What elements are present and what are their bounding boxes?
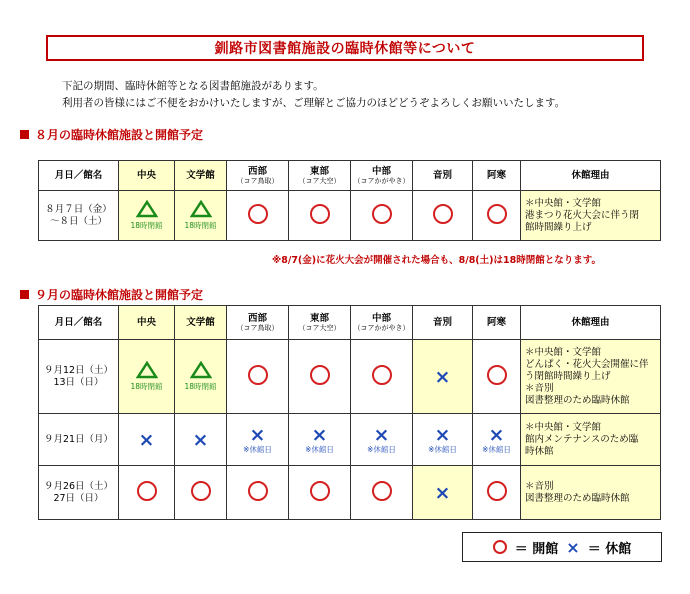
reason-cell <box>521 191 661 241</box>
column-header-sublabel: （コア鳥取） <box>236 176 279 185</box>
open-circle-icon <box>191 481 211 501</box>
column-header <box>413 161 473 191</box>
column-header <box>351 306 413 340</box>
status-cell <box>227 340 289 414</box>
column-header-sublabel: （コア大空） <box>298 323 341 332</box>
column-header <box>473 161 521 191</box>
column-header-label: 中央 <box>136 317 156 328</box>
status-cell <box>119 414 175 466</box>
closed-cross-icon: × <box>566 537 580 557</box>
open-circle-icon <box>487 204 507 224</box>
reason-line: ＊中央館・文学館 <box>525 421 602 433</box>
status-note: ※休館日 <box>367 444 396 454</box>
column-header-label: 東部 <box>309 165 329 177</box>
status-cell <box>175 414 227 466</box>
reason-cell <box>521 340 661 414</box>
closed-cross-icon: × <box>373 423 390 446</box>
column-header-label: 月日／館名 <box>54 170 103 181</box>
status-note: ※休館日 <box>305 444 334 454</box>
status-cell <box>351 414 413 466</box>
august-table <box>38 160 661 241</box>
reason-line: 図書整理のため臨時休館 <box>525 492 630 504</box>
status-cell <box>119 191 175 241</box>
reason-line: ＊中央館・文学館 <box>525 197 602 209</box>
date-cell <box>39 466 119 520</box>
table-row <box>39 466 661 520</box>
column-header-label: 東部 <box>309 312 329 324</box>
closed-cross-icon: × <box>434 423 451 446</box>
column-header <box>521 306 661 340</box>
column-header-sublabel: （コア大空） <box>298 176 341 185</box>
status-cell <box>175 340 227 414</box>
column-header <box>227 306 289 340</box>
closed-cross-icon: × <box>434 365 451 388</box>
open-circle-icon <box>493 540 507 554</box>
status-cell <box>351 466 413 520</box>
column-header <box>413 306 473 340</box>
open-circle-icon <box>248 365 268 385</box>
open-circle-icon <box>433 204 453 224</box>
date-cell <box>39 191 119 241</box>
closed-cross-icon: × <box>138 428 155 451</box>
reason-line: 館内メンテナンスのため臨 <box>525 433 639 445</box>
column-header <box>351 161 413 191</box>
status-cell <box>175 191 227 241</box>
status-note: 18時閉館 <box>130 382 163 391</box>
reason-line: どんぱく・花火大会開催に伴 <box>525 358 649 370</box>
open-circle-icon <box>248 481 268 501</box>
status-cell <box>227 414 289 466</box>
column-header-label: 月日／館名 <box>54 317 103 328</box>
column-header-label: 休館理由 <box>571 170 610 181</box>
date-line: ８月７日（金） <box>45 203 112 215</box>
status-cell <box>227 191 289 241</box>
column-header <box>119 161 175 191</box>
triangle-icon <box>190 361 212 379</box>
status-cell <box>289 191 351 241</box>
open-circle-icon <box>310 365 330 385</box>
status-cell <box>289 414 351 466</box>
august-heading <box>20 126 203 143</box>
closed-cross-icon: × <box>488 423 505 446</box>
reason-line: 時休館 <box>525 445 554 457</box>
column-header <box>119 306 175 340</box>
column-header-label: 阿寒 <box>486 170 506 181</box>
open-circle-icon <box>372 204 392 224</box>
intro-line-1: 下記の期間、臨時休館等となる図書館施設があります。 <box>62 80 324 92</box>
status-cell <box>413 191 473 241</box>
bullet-square-icon <box>20 290 29 299</box>
column-header-label: 音別 <box>432 317 452 328</box>
status-cell <box>413 414 473 466</box>
reason-cell <box>521 466 661 520</box>
table-row <box>39 191 661 241</box>
date-cell <box>39 414 119 466</box>
date-line: ９月12日（土） <box>43 364 114 376</box>
column-header <box>175 161 227 191</box>
date-cell <box>39 340 119 414</box>
table-row <box>39 340 661 414</box>
column-header <box>39 161 119 191</box>
reason-line: ＊中央館・文学館 <box>525 346 602 358</box>
status-cell <box>473 414 521 466</box>
reason-line: 図書整理のため臨時休館 <box>525 394 630 406</box>
column-header-label: 休館理由 <box>571 317 610 328</box>
closed-cross-icon: × <box>311 423 328 446</box>
date-line: ９月26日（土） <box>43 480 114 492</box>
legend-closed-label: ＝ 休館 <box>587 541 632 557</box>
column-header <box>521 161 661 191</box>
closed-cross-icon: × <box>434 481 451 504</box>
open-circle-icon <box>487 365 507 385</box>
august-footnote: ※8/7(金)に花火大会が開催された場合も、8/8(土)は18時閉館となります。 <box>272 255 601 266</box>
column-header <box>227 161 289 191</box>
status-cell <box>175 466 227 520</box>
column-header <box>175 306 227 340</box>
column-header <box>473 306 521 340</box>
september-heading <box>20 286 203 303</box>
column-header-label: 中部 <box>371 312 391 324</box>
table-row <box>39 414 661 466</box>
open-circle-icon <box>137 481 157 501</box>
column-header-sublabel: （コア鳥取） <box>236 323 279 332</box>
status-cell <box>413 340 473 414</box>
legend-open-label: ＝ 開館 <box>514 541 559 557</box>
column-header-label: 西部 <box>247 165 267 177</box>
open-circle-icon <box>310 204 330 224</box>
closed-cross-icon: × <box>249 423 266 446</box>
august-heading-text: ８月の臨時休館施設と開館予定 <box>35 128 204 142</box>
date-line: ９月21日（月） <box>43 433 114 445</box>
status-cell <box>119 466 175 520</box>
status-note: 18時閉館 <box>130 221 163 230</box>
status-note: ※休館日 <box>482 444 511 454</box>
reason-line: 港まつり花火大会に伴う閉 <box>525 209 640 221</box>
column-header-label: 文学館 <box>186 317 215 328</box>
status-cell <box>289 340 351 414</box>
date-line: 13日（日） <box>53 376 104 388</box>
reason-cell <box>521 414 661 466</box>
triangle-icon <box>190 200 212 218</box>
september-header-row <box>39 306 661 340</box>
status-cell <box>351 191 413 241</box>
status-cell <box>473 340 521 414</box>
reason-line: 館時間繰り上げ <box>525 221 592 233</box>
date-line: 27日（日） <box>53 492 104 504</box>
column-header-sublabel: （コアかがやき） <box>353 176 410 185</box>
column-header <box>289 306 351 340</box>
column-header-label: 音別 <box>432 170 452 181</box>
column-header-label: 西部 <box>247 312 267 324</box>
status-cell <box>413 466 473 520</box>
column-header-label: 文学館 <box>186 170 215 181</box>
triangle-icon <box>136 361 158 379</box>
status-note: 18時閉館 <box>184 221 217 230</box>
august-header-row <box>39 161 661 191</box>
column-header <box>39 306 119 340</box>
september-table <box>38 305 661 520</box>
column-header-label: 中央 <box>136 170 156 181</box>
status-cell <box>351 340 413 414</box>
reason-line: ＊音別 <box>525 480 554 492</box>
open-circle-icon <box>248 204 268 224</box>
column-header-label: 中部 <box>371 165 391 177</box>
page-title: 釧路市図書館施設の臨時休館等について <box>46 35 644 61</box>
status-note: 18時閉館 <box>184 382 217 391</box>
triangle-icon <box>136 200 158 218</box>
status-note: ※休館日 <box>428 444 457 454</box>
status-note: ※休館日 <box>243 444 272 454</box>
status-cell <box>473 191 521 241</box>
open-circle-icon <box>372 365 392 385</box>
status-cell <box>227 466 289 520</box>
intro-line-2: 利用者の皆様にはご不便をおかけいたしますが、ご理解とご協力のほどどうぞよろしくお願いいたします。 <box>62 97 566 109</box>
column-header <box>289 161 351 191</box>
bullet-square-icon <box>20 130 29 139</box>
column-header-sublabel: （コアかがやき） <box>353 323 410 332</box>
closed-cross-icon: × <box>192 428 209 451</box>
reason-line: う閉館時間繰り上げ <box>525 370 611 382</box>
legend <box>462 532 662 562</box>
status-cell <box>119 340 175 414</box>
column-header-label: 阿寒 <box>486 317 506 328</box>
september-heading-text: ９月の臨時休館施設と開館予定 <box>35 288 204 302</box>
date-line: ～８日（土） <box>49 215 107 227</box>
reason-line: ＊音別 <box>525 382 554 394</box>
open-circle-icon <box>310 481 330 501</box>
open-circle-icon <box>372 481 392 501</box>
status-cell <box>289 466 351 520</box>
open-circle-icon <box>487 481 507 501</box>
status-cell <box>473 466 521 520</box>
